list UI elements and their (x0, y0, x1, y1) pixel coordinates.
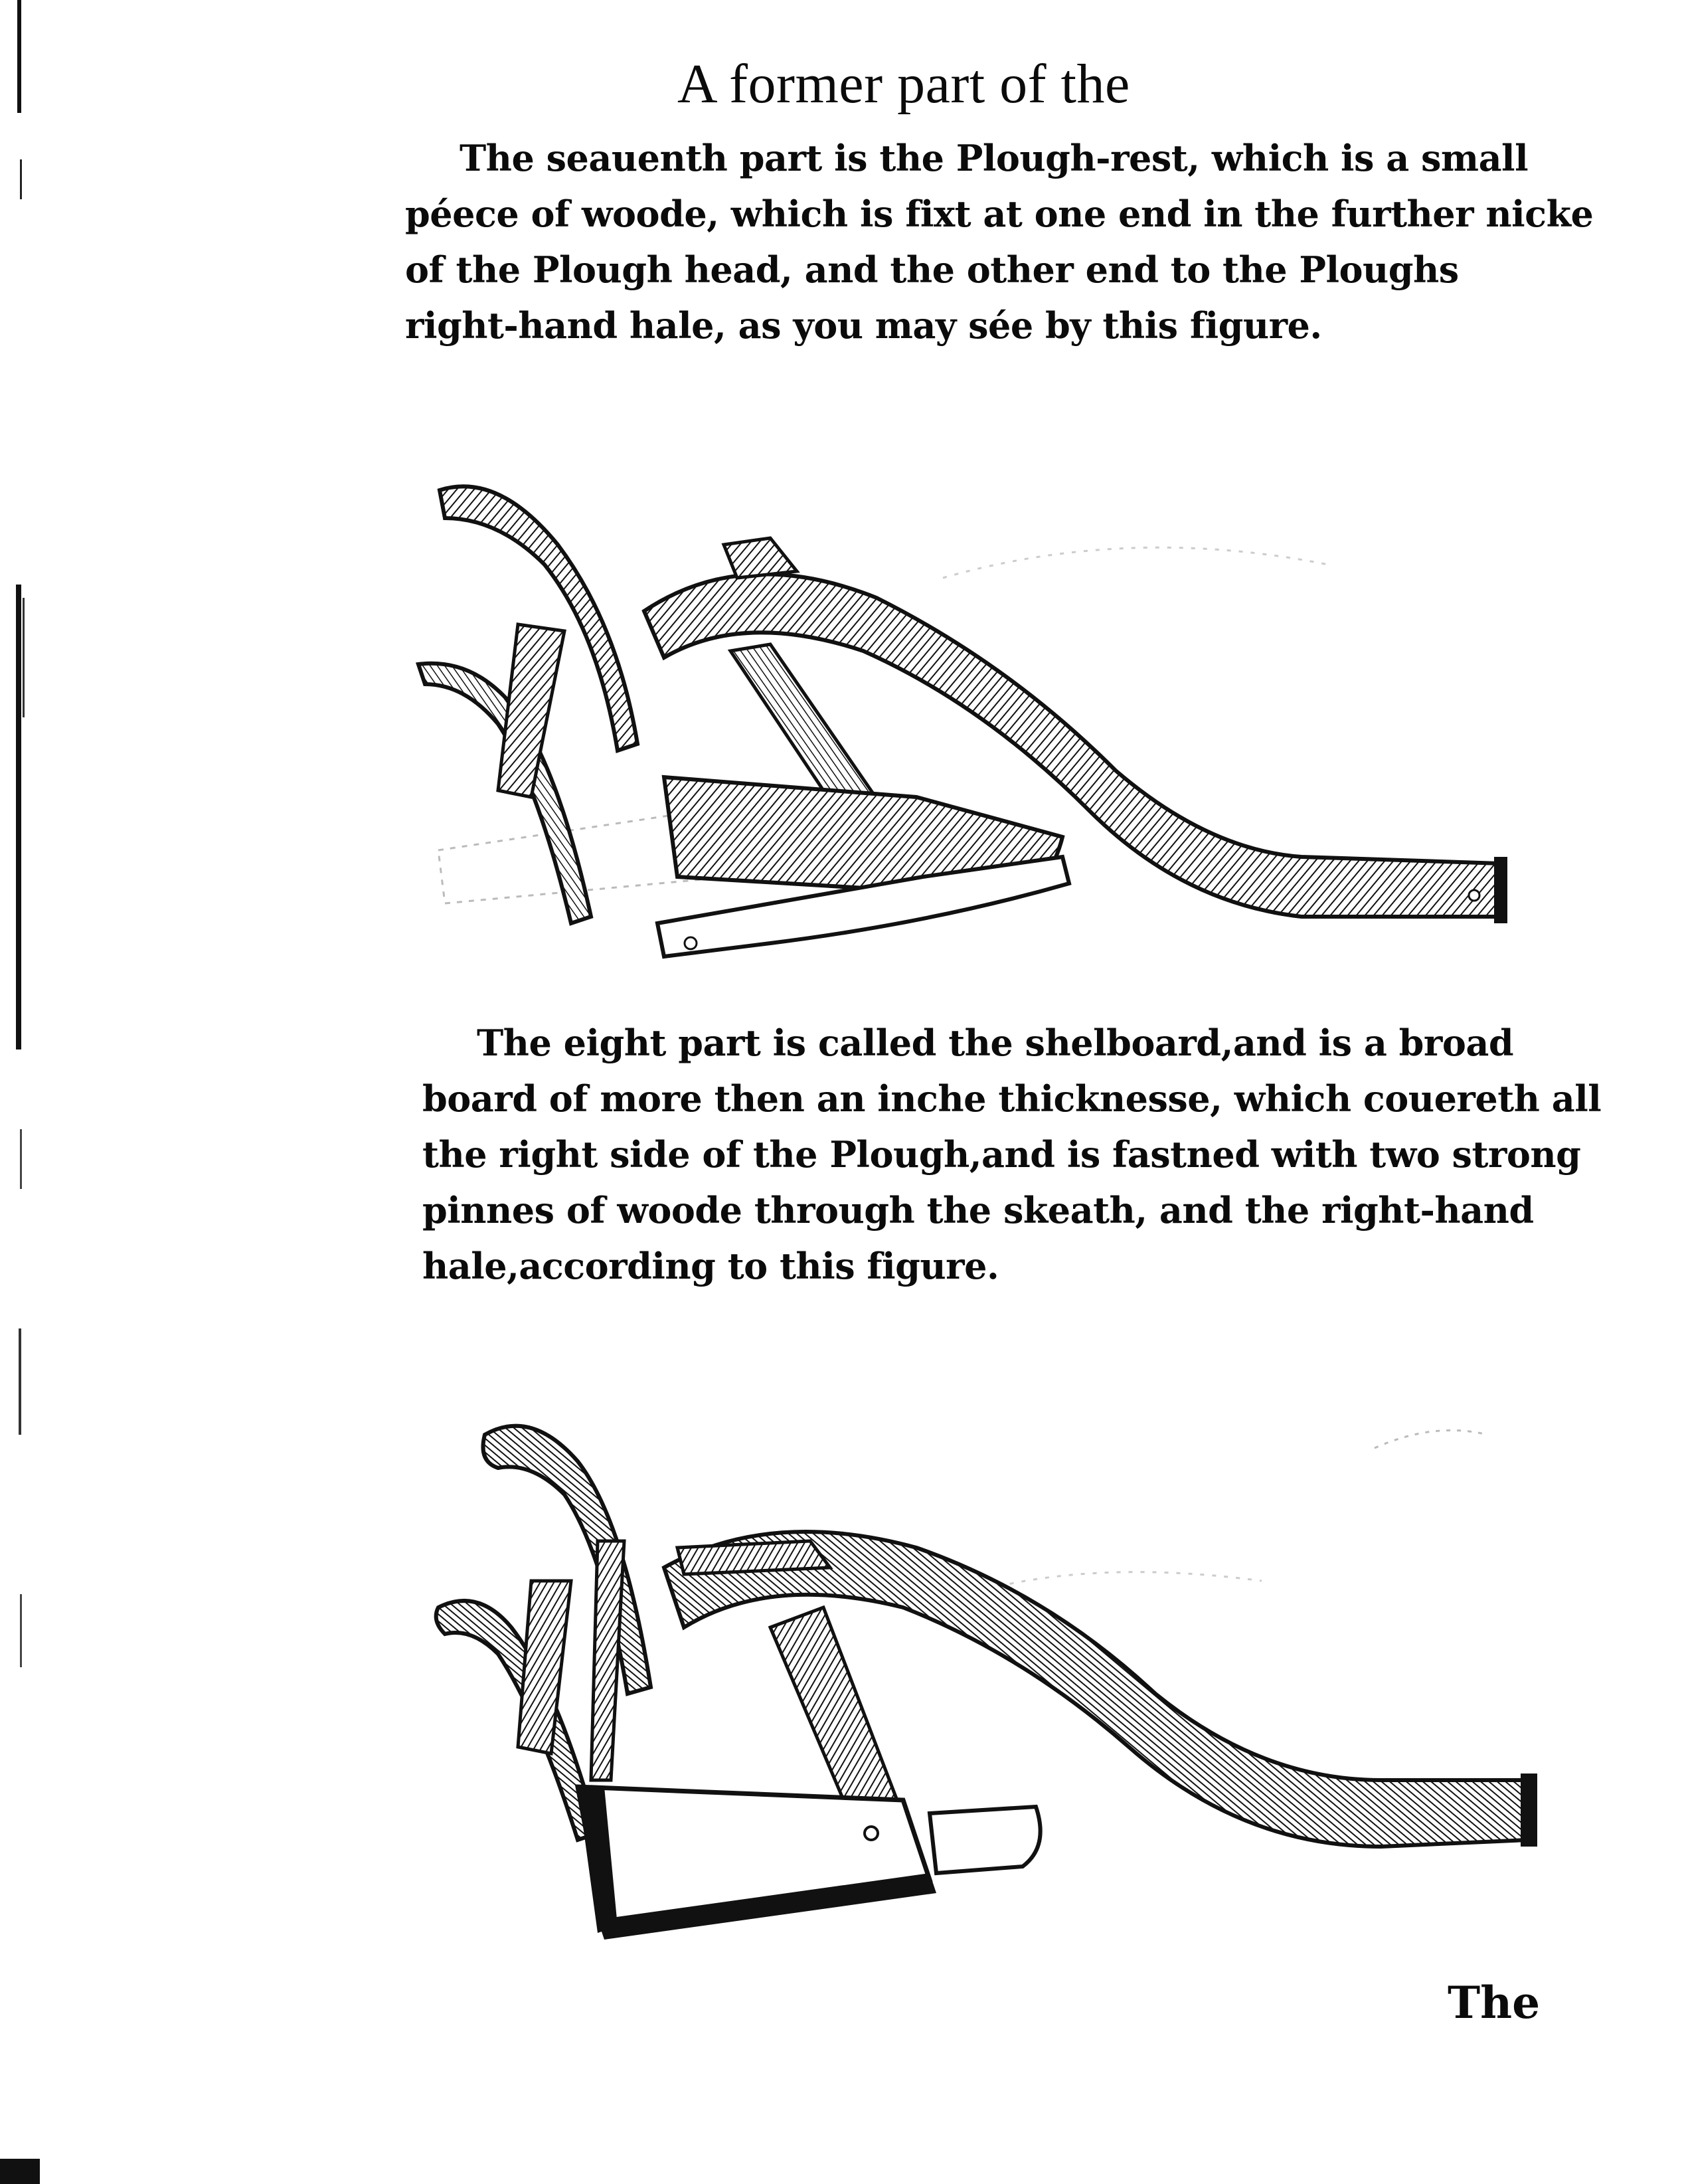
shelboard-figure (398, 1408, 1554, 1973)
text-line: board of more then an inche thicknesse, which couereth all (422, 1077, 1602, 1120)
text-line: right-hand hale, as you may sée by this figure. (405, 304, 1322, 347)
text-line: The seauenth part is the Plough-rest, which is a small (460, 137, 1529, 179)
text-line: hale,according to this figure. (422, 1245, 999, 1287)
text-line: The eight part is called the shelboard,and is a broad (477, 1022, 1514, 1064)
text-line: péece of woode, which is fixt at one end in the further nicke (405, 193, 1594, 235)
text-line: the right side of the Plough,and is fastned with two strong (422, 1133, 1581, 1176)
text-line: of the Plough head, and the other end to the Ploughs (405, 248, 1459, 291)
running-head: A former part of the (677, 53, 1130, 115)
scan-edge-marks (0, 0, 40, 2184)
paragraph-shelboard (422, 1015, 1602, 1294)
text-line: pinnes of woode through the skeath, and the right-hand (422, 1189, 1534, 1231)
paragraph-plough-rest (405, 130, 1594, 353)
plough-rest-figure (398, 465, 1521, 983)
catchword: The (1448, 1977, 1541, 2029)
